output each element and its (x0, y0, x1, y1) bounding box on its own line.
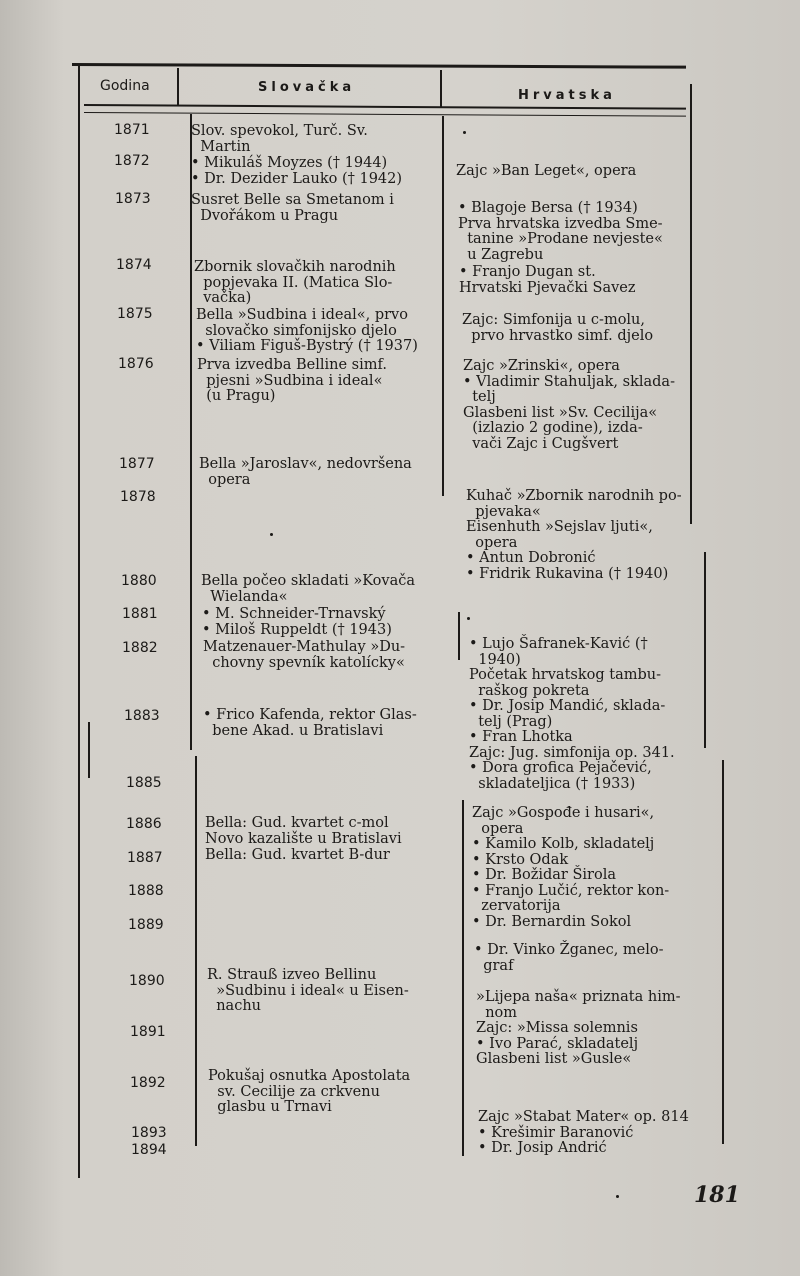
year-1877: 1877 (119, 456, 155, 472)
slovacka-entry: Susret Belle sa Smetanom i Dvořákom u Pragu (191, 192, 394, 224)
slovacka-entry: • M. Schneider-Trnavský • Miloš Ruppeldt († 1943) (202, 606, 392, 638)
slovacka-entry: R. Strauß izveo Bellinu »Sudbinu i ideal« u Eisen- nachu (207, 967, 409, 1014)
header-godina: Godina (100, 78, 150, 94)
hrvatska-entry: Zajc »Gospođe i husari«, opera • Kamilo Kolb, skladatelj • Krsto Odak • Dr. Božidar Širola • Franjo Lučić, rektor kon- zervatorija • Dr. Bernardin Sokol (472, 805, 670, 930)
year-1890: 1890 (129, 973, 165, 989)
hrvatska-entry: • Dr. Vinko Žganec, melo- graf (474, 942, 664, 974)
slovacka-entry: Bella »Sudbina i ideal«, prvo slovačko simfonijsko djelo • Viliam Figuš-Bystrý († 1937) (196, 307, 418, 354)
slovacka-entry: Bella počeo skladati »Kovača Wielanda« (201, 573, 415, 605)
column-divider-2b (458, 612, 460, 660)
print-mark (616, 1195, 619, 1198)
header-hrvatska: Hrvatska (518, 88, 616, 103)
print-mark (463, 131, 466, 134)
header-slovacka: Slovačka (258, 80, 356, 95)
right-border (690, 84, 692, 524)
year-1885: 1885 (126, 775, 162, 791)
year-1874: 1874 (116, 257, 152, 273)
year-1894: 1894 (131, 1142, 167, 1158)
left-border (78, 66, 80, 1178)
column-divider-2 (442, 116, 444, 496)
year-1886: 1886 (126, 816, 162, 832)
year-1876: 1876 (118, 356, 154, 372)
slovacka-entry: Bella: Gud. kvartet c-mol Novo kazalište u Bratislavi (205, 815, 402, 847)
header-divider-2 (440, 70, 442, 108)
header-divider-1 (177, 68, 179, 106)
hrvatska-entry: Zajc: Simfonija u c-molu, prvo hrvastko simf. djelo (462, 312, 654, 344)
print-mark (270, 533, 273, 536)
year-1887: 1887 (127, 850, 163, 866)
hrvatska-entry: Zajc »Stabat Mater« op. 814 • Krešimir Baranović • Dr. Josip Andrić (478, 1109, 689, 1156)
slovacka-entry: Slov. spevokol, Turč. Sv. Martin (191, 123, 368, 155)
slovacka-entry: Bella »Jaroslav«, nedovršena opera (199, 456, 412, 488)
hrvatska-entry: Kuhač »Zbornik narodnih po- pjevaka« Eisenhuth »Sejslav ljuti«, opera • Antun Dobronić • Fridrik Rukavina († 1940) (466, 488, 682, 582)
slovacka-entry: • Mikuláš Moyzes († 1944) • Dr. Dezider Lauko († 1942) (191, 155, 403, 187)
right-border-c (722, 760, 724, 1144)
slovacka-entry: Zbornik slovačkih narodnih popjevaka II. (Matica Slo- vačka) (194, 259, 396, 306)
print-mark (467, 617, 470, 620)
year-1871: 1871 (114, 122, 150, 138)
hrvatska-entry: • Franjo Dugan st. Hrvatski Pjevački Savez (459, 264, 636, 296)
year-1875: 1875 (117, 306, 153, 322)
hrvatska-entry: »Lijepa naša« priznata him- nom Zajc: »Missa solemnis • Ivo Parać, skladatelj Glasbeni list »Gusle« (476, 989, 681, 1067)
year-1880: 1880 (121, 573, 157, 589)
header-rule (84, 104, 686, 110)
year-1873: 1873 (115, 191, 151, 207)
year-1892: 1892 (130, 1075, 166, 1091)
year-1882: 1882 (122, 640, 158, 656)
page-number: 181 (694, 1182, 740, 1208)
year-1878: 1878 (120, 489, 156, 505)
slovacka-entry: • Frico Kafenda, rektor Glas- bene Akad. u Bratislavi (203, 707, 417, 739)
header-rule-thin (84, 112, 686, 117)
slovacka-entry: Pokušaj osnutka Apostolata sv. Cecilije za crkvenu glasbu u Trnavi (208, 1068, 411, 1115)
column-divider-1b (195, 756, 197, 1146)
hrvatska-entry: Zajc »Zrinski«, opera • Vladimir Stahuljak, sklada- telj Glasbeni list »Sv. Cecilija« (izlazio 2 godine), izda- vači Zajc i Cugšvert (463, 358, 675, 452)
year-1891: 1891 (130, 1024, 166, 1040)
hrvatska-entry: • Lujo Šafranek-Kavić († 1940) Početak hrvatskog tambu- raškog pokreta • Dr. Josip Mandić, sklada- telj (Prag) • Fran Lhotka Zajc: Jug. simfonija op. 341. • Dora grofica Pejačević, skladateljica († 1933) (469, 636, 675, 792)
column-divider-2c (462, 800, 464, 1156)
year-1888: 1888 (128, 883, 164, 899)
year-1872: 1872 (114, 153, 150, 169)
top-rule (72, 63, 686, 69)
year-1881: 1881 (122, 606, 158, 622)
year-1893: 1893 (131, 1125, 167, 1141)
slovacka-entry: Prva izvedba Belline simf. pjesni »Sudbina i ideal« (u Pragu) (197, 357, 387, 404)
hrvatska-entry: • Blagoje Bersa († 1934) Prva hrvatska izvedba Sme- tanine »Prodane nevjeste« u Zagrebu (458, 200, 663, 263)
right-border-b (704, 552, 706, 748)
year-1889: 1889 (128, 917, 164, 933)
hrvatska-entry: Zajc »Ban Leget«, opera (456, 163, 637, 179)
slovacka-entry: Bella: Gud. kvartet B-dur (205, 847, 390, 863)
year-1883: 1883 (124, 708, 160, 724)
left-margin-mark (88, 722, 90, 778)
slovacka-entry: Matzenauer-Mathulay »Du- chovny spevník katolícky« (203, 639, 406, 671)
